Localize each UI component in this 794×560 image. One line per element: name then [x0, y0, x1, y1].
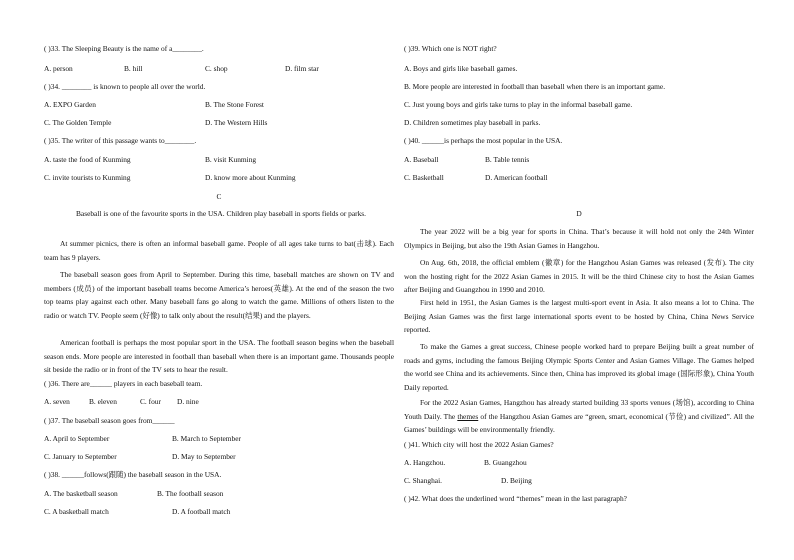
- section-d-heading: D: [576, 209, 582, 218]
- q41-option-d: D. Beijing: [501, 476, 532, 485]
- q34-option-d: D. The Western Hills: [205, 118, 268, 127]
- q37-option-d: D. May to September: [172, 452, 236, 461]
- passage-d-p5-after: of the Hangzhou Asian Games are “green, smart, economical (节俭) and civilized”. All the Games’ buildings will be environmentally friendly.: [404, 411, 754, 435]
- passage-d-paragraph-1: The year 2022 will be a big year for sports in China. That’s because it will hold not only the 24th Winter Olympics in Beijing, but also the 19th Asian Games in Hangzhou.: [404, 227, 754, 250]
- q39-option-b: B. More people are interested in football than baseball when there is an important game.: [404, 82, 666, 91]
- q40-option-c: C. Basketball: [404, 173, 444, 182]
- q34-option-a: A. EXPO Garden: [44, 100, 96, 109]
- passage-d-p5-before: For the 2022 Asian Games, Hangzhou has already started building 33 sports venues (场馆), according to China Youth Daily. The: [404, 398, 754, 421]
- passage-c-paragraph-2: At summer picnics, there is often an informal baseball game. People of all ages take turns to bat(击球). Each team has 9 players.: [44, 239, 394, 262]
- q33-option-c: C. shop: [205, 64, 228, 73]
- q33-option-d: D. film star: [285, 64, 319, 73]
- q36-option-d: D. nine: [177, 397, 199, 406]
- q41-option-c: C. Shanghai.: [404, 476, 442, 485]
- q40-option-d: D. American football: [485, 173, 548, 182]
- q42-stem: ( )42. What does the underlined word “themes” mean in the last paragraph?: [404, 494, 627, 503]
- underlined-word-themes: themes: [457, 411, 479, 421]
- q40-option-b: B. Table tennis: [485, 155, 530, 164]
- q33-option-a: A. person: [44, 64, 73, 73]
- q35-option-a: A. taste the food of Kunming: [44, 155, 131, 164]
- q39-option-c: C. Just young boys and girls take turns to play in the informal baseball game.: [404, 100, 633, 109]
- q33-option-b: B. hill: [124, 64, 143, 73]
- q35-option-c: C. invite tourists to Kunming: [44, 173, 131, 182]
- q36-option-b: B. eleven: [89, 397, 117, 406]
- section-c-heading: C: [216, 192, 222, 201]
- q37-stem: ( )37. The baseball season goes from______: [44, 416, 175, 425]
- q36-option-a: A. seven: [44, 397, 70, 406]
- q37-option-b: B. March to September: [172, 434, 241, 443]
- q39-option-d: D. Children sometimes play baseball in parks.: [404, 118, 541, 127]
- q35-stem: ( )35. The writer of this passage wants to________.: [44, 136, 197, 145]
- q34-option-b: B. The Stone Forest: [205, 100, 264, 109]
- passage-c-paragraph-1: Baseball is one of the favourite sports in the USA. Children play baseball in sports fields or parks.: [76, 209, 367, 218]
- q41-option-b: B. Guangzhou: [484, 458, 527, 467]
- q38-option-a: A. The basketball season: [44, 489, 118, 498]
- passage-c-paragraph-3: The baseball season goes from April to September. During this time, baseball matches are shown on TV and members (成员) of the important baseball teams become America’s heroes(英雄). At the end of the season the two top teams play against each other. Many baseball fans go along to watch the game. Millions of others listen to the radio or watch TV. People seem (好像) to talk only about the result(结果) and the players.: [44, 270, 394, 320]
- q41-stem: ( )41. Which city will host the 2022 Asian Games?: [404, 440, 554, 449]
- q35-option-b: B. visit Kunming: [205, 155, 257, 164]
- q38-option-c: C. A basketball match: [44, 507, 109, 516]
- q36-option-c: C. four: [140, 397, 161, 406]
- q35-option-d: D. know more about Kunming: [205, 173, 296, 182]
- q34-stem: ( )34. ________ is known to people all over the world.: [44, 82, 206, 91]
- passage-d-paragraph-2: On Aug. 6th, 2018, the official emblem (徽章) for the Hangzhou Asian Games was released (发布). The city won the hosting right for the 2022 Asian Games in 2015. It will be the third Chinese city to host the Asian Games after Beijing and Guangzhou in 1990 and 2010.: [404, 258, 754, 295]
- q39-stem: ( )39. Which one is NOT right?: [404, 44, 497, 53]
- q39-option-a: A. Boys and girls like baseball games.: [404, 64, 518, 73]
- q38-option-b: B. The football season: [157, 489, 224, 498]
- q37-option-a: A. April to September: [44, 434, 110, 443]
- q34-option-c: C. The Golden Temple: [44, 118, 112, 127]
- q38-option-d: D. A football match: [172, 507, 231, 516]
- q37-option-c: C. January to September: [44, 452, 117, 461]
- passage-d-paragraph-3: First held in 1951, the Asian Games is the largest multi-sport event in Asia. It also means a lot to China. The Beijing Asian Games was the first large international sports event to be hosted by China, China News Service reported.: [404, 298, 754, 335]
- passage-c-paragraph-4: American football is perhaps the most popular sport in the USA. The football season begins when the baseball season ends. More people are interested in football than baseball when there is an important game. Thousands people sit beside the radio or in front of the TV sets to hear the result.: [44, 338, 394, 375]
- q40-option-a: A. Baseball: [404, 155, 439, 164]
- passage-d-paragraph-4: To make the Games a great success, Chinese people worked hard to prepare Beijing built a great number of roads and gyms, including the famous Beijing Olympic Sports Center and Asian Games Village. The Games helped the world see China and its achievements. Since then, China has improved its global image (国际形象), China Youth Daily reported.: [404, 342, 754, 392]
- q41-option-a: A. Hangzhou.: [404, 458, 446, 467]
- q33-stem: ( )33. The Sleeping Beauty is the name of a________.: [44, 44, 204, 53]
- passage-d-paragraph-5: [404, 396, 754, 437]
- q38-stem: ( )38. ______follows(跟随) the baseball season in the USA.: [44, 470, 222, 479]
- q40-stem: ( )40. ______is perhaps the most popular in the USA.: [404, 136, 563, 145]
- q36-stem: ( )36. There are______ players in each baseball team.: [44, 379, 203, 388]
